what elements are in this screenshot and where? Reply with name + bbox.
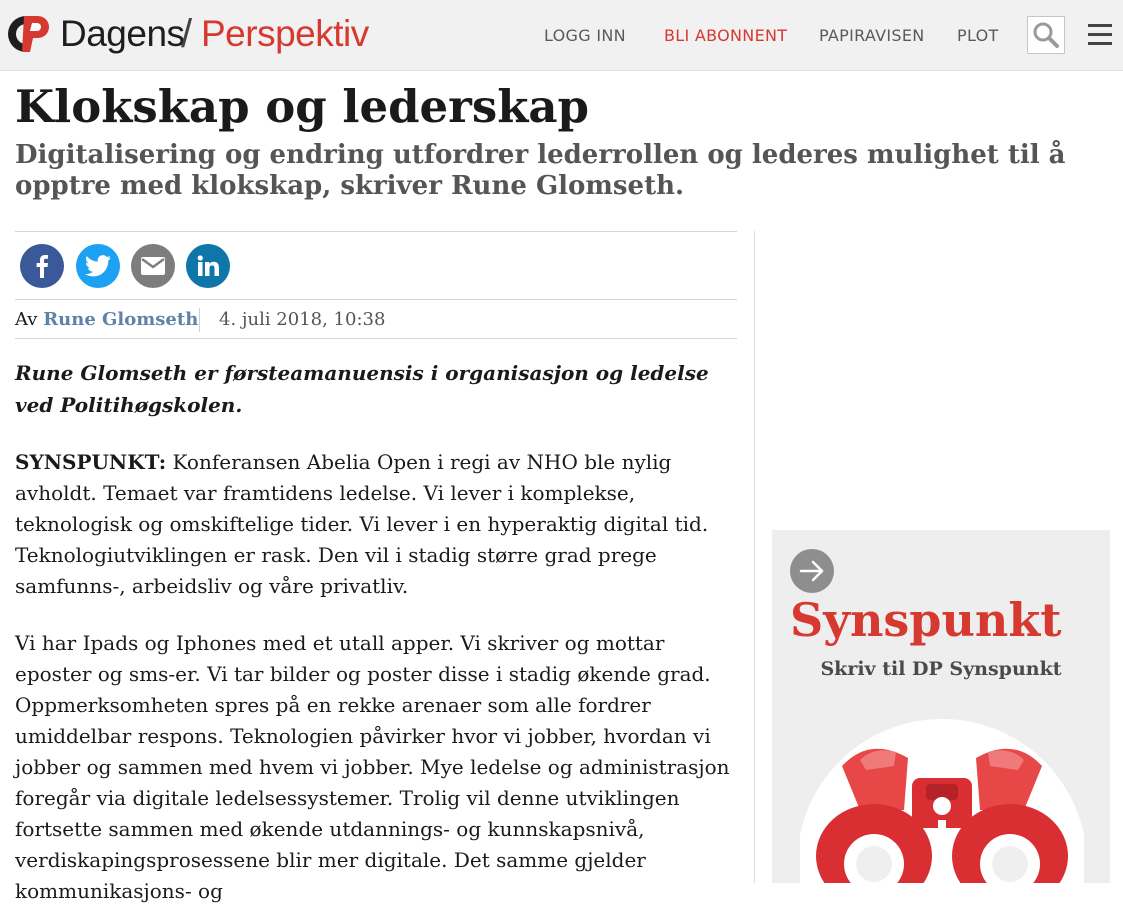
promo-title: Synspunkt [790,593,1062,647]
divider [15,231,737,232]
logo-sub-text[interactable]: Perspektiv [201,13,369,54]
article-intro: Rune Glomseth er førsteamanuensis i organisasjon og ledelse ved Politihøgskolen. [15,361,709,417]
byline [15,309,198,330]
promo-subtitle: Skriv til DP Synspunkt [820,658,1062,680]
paragraph-label: SYNSPUNKT: [15,450,167,474]
article-paragraph: Vi har Ipads og Iphones med et utall apper. Vi skriver og mottar eposter og sms-er. Vi tar bilder og poster disse i stadig økende grad. Oppmerksomheten spres på en rekke arenaer som alle fordrer umiddelbar respons. Teknologien påvirker hvor vi jobber, hvordan vi jobber og sammen med hvem vi jobber. Mye ledelse og administrasjon foregår via digitale ledelsessystemer. Trolig vil denne utviklingen fortsette sammen med økende utdannings- og kunnskapsnivå, verdiskapingsprosessene blir mer digitale. Det samme gjelder kommunikasjons- og [15,631,730,903]
share-twitter-button[interactable] [76,244,120,288]
column-divider [754,231,755,883]
publish-date: 4. juli 2018, 10:38 [219,309,386,330]
email-icon [140,256,166,276]
divider [15,338,737,339]
author-link[interactable]: Rune Glomseth [43,309,199,330]
twitter-icon [85,255,111,277]
search-icon [1028,17,1064,53]
logo-brand-text[interactable]: Dagens [60,13,185,54]
article-subtitle: Digitalisering og endring utfordrer lederrollen og lederes mulighet til å opptre med klokskap, skriver Rune Glomseth. [15,140,1066,201]
article-paragraph [15,447,745,602]
paragraph-text: Konferansen Abelia Open i regi av NHO ble nylig avholdt. Temaet var framtidens ledelse. Vi lever i komplekse, teknologisk og omskiftelige tider. Vi lever i en hyperaktig digital tid. Teknologiutviklingen er rask. Den vil i stadig større grad prege samfunns-, arbeidsliv og våre privatliv. [15,450,709,598]
binoculars-illustration [800,706,1084,883]
login-link[interactable]: LOGG INN [544,26,626,45]
share-email-button[interactable] [131,244,175,288]
byline-prefix: Av [15,309,38,330]
synspunkt-promo[interactable] [772,530,1110,883]
article-title: Klokskap og lederskap [15,80,590,133]
site-header [0,0,1123,71]
logo-slash: / [181,12,193,56]
share-facebook-button[interactable] [20,244,64,288]
search-button[interactable] [1027,16,1065,54]
share-linkedin-button[interactable] [186,244,230,288]
plot-link[interactable]: PLOT [957,26,999,45]
divider [15,299,737,300]
dagens-perspektiv-logo-icon[interactable] [6,14,54,54]
subscribe-link[interactable]: BLI ABONNENT [664,26,788,45]
facebook-icon [31,254,53,278]
linkedin-icon [197,255,219,277]
hamburger-menu-icon[interactable] [1088,24,1112,46]
arrow-right-icon[interactable] [790,549,834,593]
paper-edition-link[interactable]: PAPIRAVISEN [819,26,925,45]
byline-separator [199,308,200,332]
